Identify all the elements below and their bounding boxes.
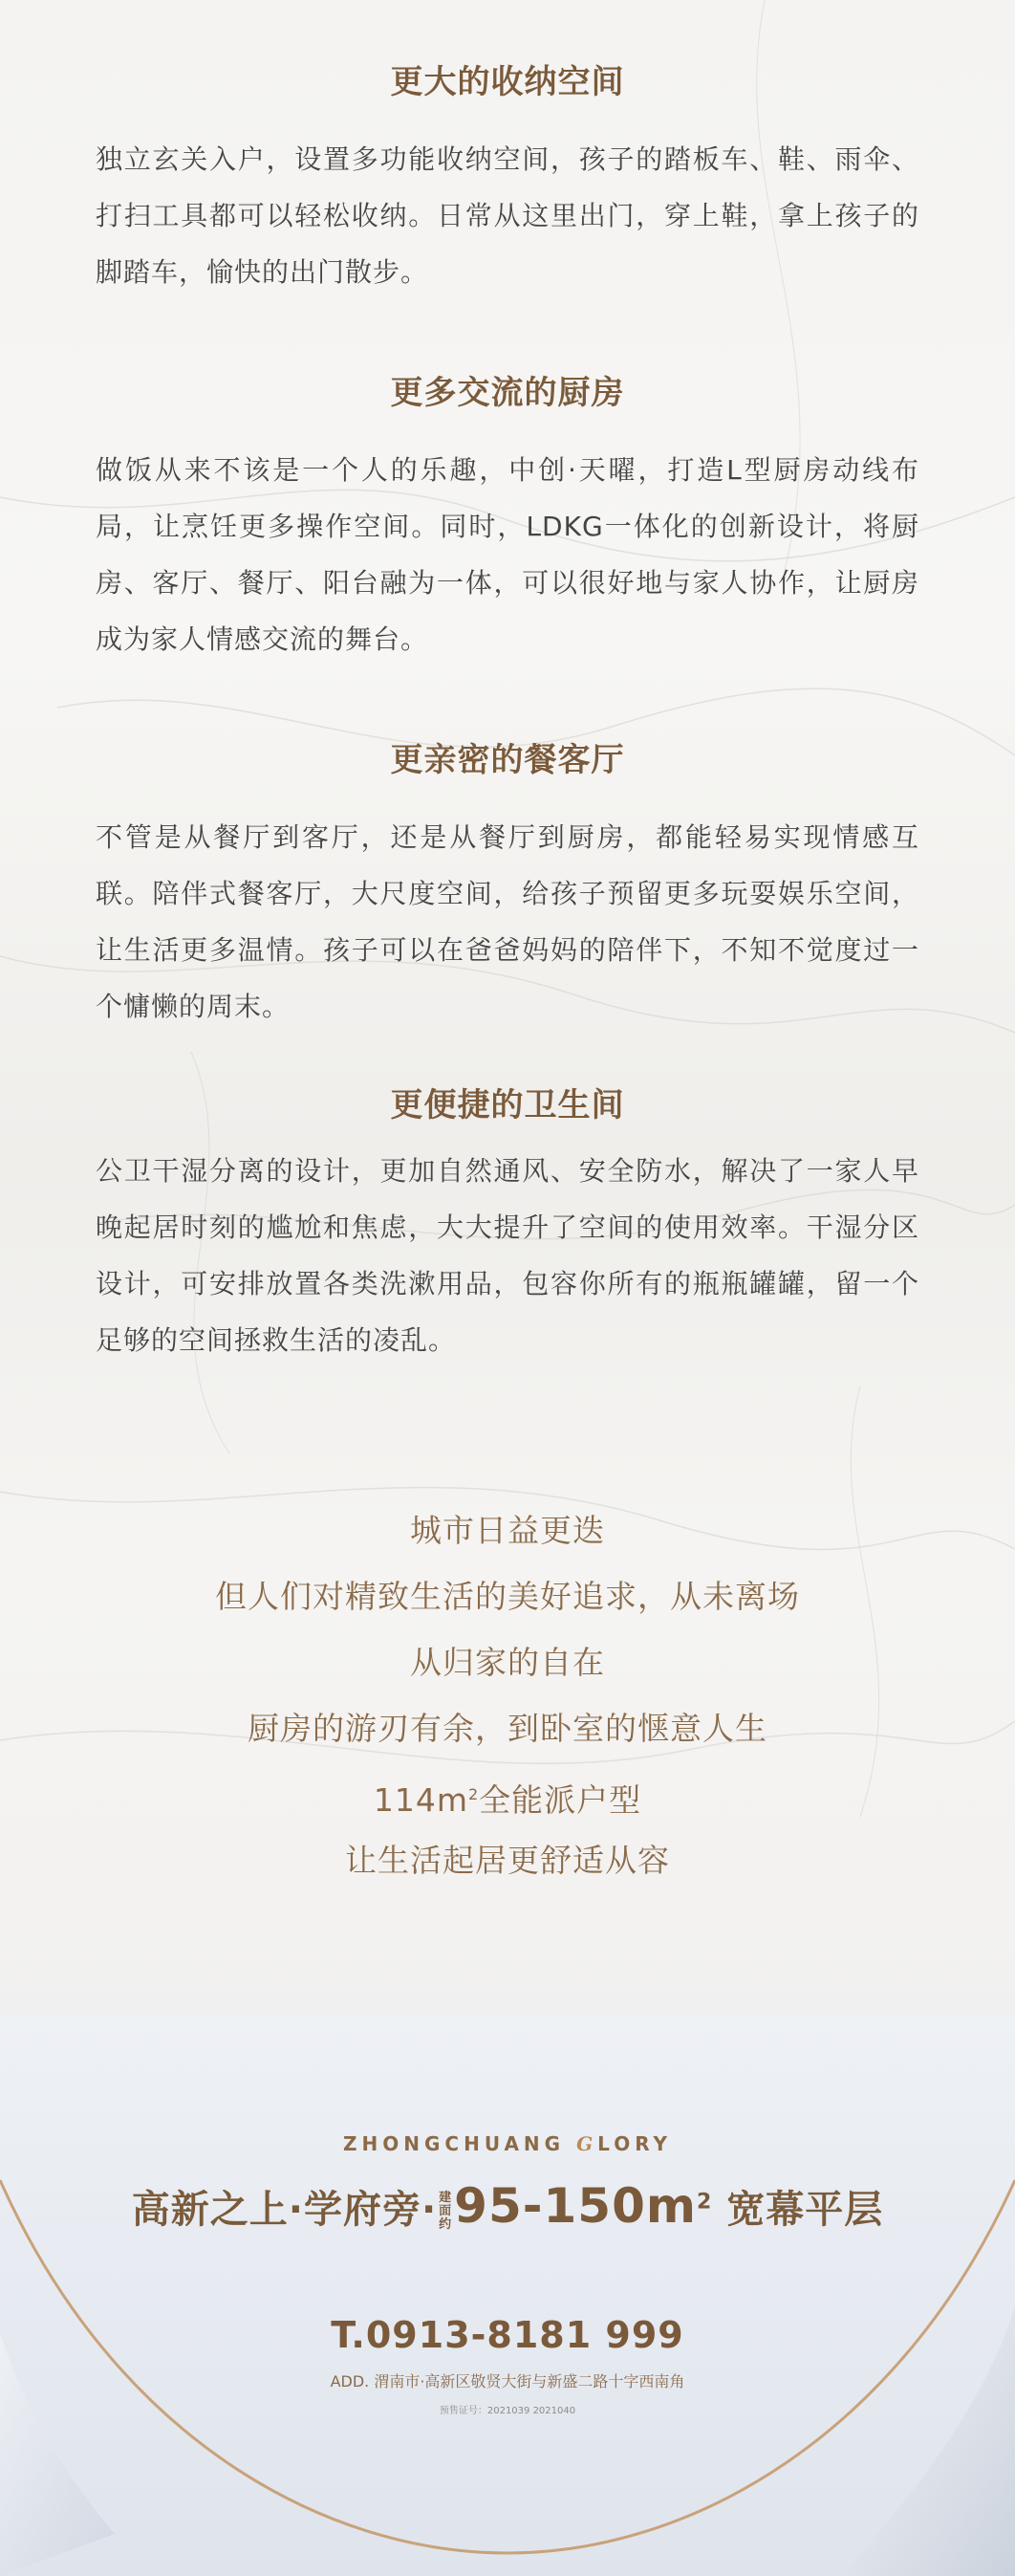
section-bathroom <box>96 1079 919 1368</box>
logo-glyph: G <box>576 2132 598 2155</box>
poem-line: 厨房的游刃有余，到卧室的惬意人生 <box>248 1710 767 1747</box>
area-range: 95-150m <box>454 2178 697 2234</box>
section-storage <box>96 55 919 300</box>
phone-number: T.0913-8181 999 <box>331 2314 684 2356</box>
poem-line: 从归家的自在 <box>410 1644 605 1681</box>
section-paragraph: 做饭从来不该是一个人的乐趣，中创·天曜，打造L型厨房动线布局，让烹饪更多操作空间。同时，LDKG一体化的创新设计，将厨房、客厅、餐厅、阳台融为一体，可以很好地与家人协作，让厨房成为家人情感交流的舞台。 <box>96 454 919 655</box>
section-dining-living <box>96 733 919 1035</box>
ring-decoration <box>0 2018 1015 2576</box>
section-kitchen <box>96 366 919 667</box>
area-sup: 2 <box>696 2190 713 2215</box>
footer-banner <box>0 2018 1015 2576</box>
section-heading: 更大的收纳空间 <box>390 63 625 101</box>
brand-logo: ZHONGCHUANG GLORY <box>343 2132 672 2155</box>
layout-label: 全能派户型 <box>479 1781 642 1819</box>
section-paragraph: 不管是从餐厅到客厅，还是从餐厅到厨房，都能轻易实现情感互联。陪伴式餐客厅，大尺度空间，给孩子预留更多玩耍娱乐空间，让生活更多温情。孩子可以在爸爸妈妈的陪伴下，不知不觉度过一个慵懒的周末。 <box>96 821 919 1022</box>
section-heading: 更便捷的卫生间 <box>390 1086 625 1124</box>
poem-line: 让生活起居更舒适从容 <box>345 1842 670 1879</box>
slogan-left: 高新之上·学府旁· <box>131 2188 438 2232</box>
address: ADD. 渭南市·高新区敬贤大街与新盛二路十字西南角 <box>330 2372 685 2390</box>
poem-line: 城市日益更迭 <box>410 1512 605 1549</box>
section-heading: 更亲密的餐客厅 <box>390 741 625 779</box>
section-paragraph: 公卫干湿分离的设计，更加自然通风、安全防水，解决了一家人早晚起居时刻的尴尬和焦虑，大大提升了空间的使用效率。干湿分区设计，可安排放置各类洗漱用品，包容你所有的瓶瓶罐罐，留一个足够的空间拯救生活的凌乱。 <box>96 1155 919 1356</box>
area-prefix-label: 建面约 <box>439 2191 453 2232</box>
section-paragraph: 独立玄关入户，设置多功能收纳空间，孩子的踏板车、鞋、雨伞、打扫工具都可以轻松收纳。日常从这里出门，穿上鞋，拿上孩子的脚踏车，愉快的出门散步。 <box>96 143 919 288</box>
slogan-right: 宽幕平层 <box>726 2188 884 2232</box>
area-unit-sup: 2 <box>467 1785 480 1803</box>
slogan <box>0 2178 1015 2234</box>
area-value: 114m <box>373 1781 468 1819</box>
poem-line: 但人们对精致生活的美好追求，从未离场 <box>215 1578 800 1615</box>
poem-block <box>0 1497 1015 1893</box>
poem-line-area <box>0 1761 1015 1827</box>
presale-license: 预售证号：2021039 2021040 <box>439 2406 576 2416</box>
section-heading: 更多交流的厨房 <box>390 374 625 412</box>
